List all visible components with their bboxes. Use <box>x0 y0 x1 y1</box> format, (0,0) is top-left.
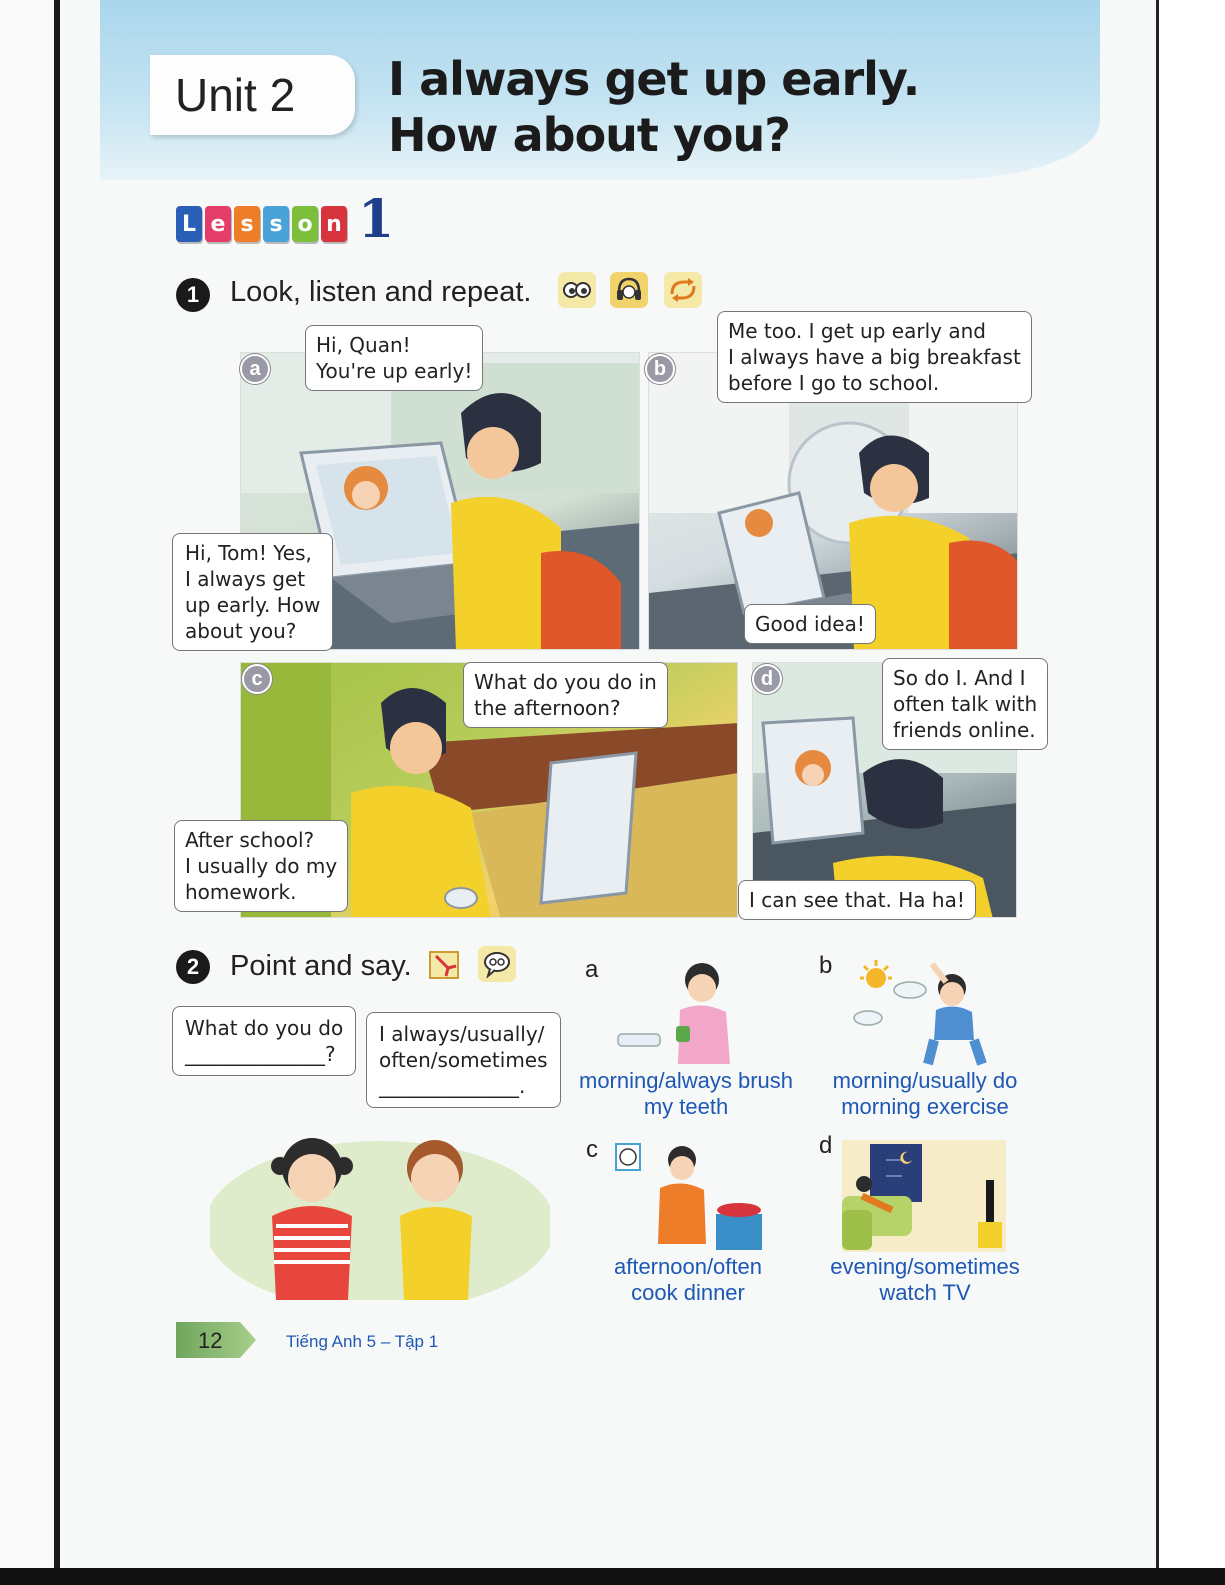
scan-edge-bottom <box>0 1568 1225 1585</box>
lesson-letter-tile: s <box>234 206 260 242</box>
item-letter-c: c <box>586 1136 598 1163</box>
unit-title-line-1: I always get up early. <box>388 52 920 106</box>
caption-item-b <box>820 1068 1030 1120</box>
unit-title-line-2: How about you? <box>388 108 790 162</box>
caption-line: watch TV <box>879 1280 971 1305</box>
speech-bubble-tom-d <box>738 880 976 920</box>
bubble-line: up early. How <box>185 593 321 617</box>
bubble-line: What do you do in <box>474 670 657 694</box>
item-letter-d: d <box>819 1132 833 1159</box>
kids-talking-illustration <box>210 1116 550 1300</box>
bubble-line: Me too. I get up early and <box>728 319 986 343</box>
answer-bubble <box>366 1012 561 1108</box>
brush-teeth-illustration <box>610 960 750 1066</box>
bubble-line: the afternoon? <box>474 696 621 720</box>
caption-line: morning/usually do <box>832 1068 1018 1093</box>
lesson-letter-tile: L <box>176 206 202 242</box>
caption-line: morning/always brush <box>579 1068 793 1093</box>
bubble-line: So do I. And I <box>893 666 1026 690</box>
bubble-blank-line: ______________? <box>185 1042 336 1066</box>
look-icon <box>558 272 596 308</box>
bubble-line: I always get <box>185 567 306 591</box>
lesson-letter-tile: s <box>263 206 289 242</box>
caption-item-c <box>596 1254 780 1306</box>
item-letter-a: a <box>585 956 599 983</box>
scan-margin-left <box>0 0 56 1585</box>
page-number: 12 <box>198 1328 223 1353</box>
morning-exercise-illustration <box>850 958 1000 1066</box>
bubble-line: often talk with <box>893 692 1038 716</box>
speech-bubble-tom-b <box>744 604 876 644</box>
bubble-line: Hi, Tom! Yes, <box>185 541 312 565</box>
bubble-line: I can see that. Ha ha! <box>749 888 965 912</box>
bubble-line: often/sometimes <box>379 1048 548 1072</box>
lesson-letter-tile: e <box>205 206 231 242</box>
bubble-line: Hi, Quan! <box>316 333 411 357</box>
speech-bubble-quan-c <box>174 820 348 912</box>
bubble-line: After school? <box>185 828 315 852</box>
book-title: Tiếng Anh 5 – Tập 1 <box>286 1332 439 1351</box>
bubble-blank-line: ______________. <box>379 1074 526 1098</box>
bubble-line: before I go to school. <box>728 371 940 395</box>
bubble-line: about you? <box>185 619 297 643</box>
panel-letter-d: d <box>752 664 782 694</box>
caption-line: morning exercise <box>841 1094 1009 1119</box>
speech-bubble-quan-a <box>172 533 333 651</box>
item-letter-b: b <box>819 952 833 979</box>
lesson-number: 1 <box>358 189 395 250</box>
scan-edge-right <box>1156 0 1159 1568</box>
speech-bubble-quan-d <box>882 658 1048 750</box>
cook-dinner-illustration <box>614 1140 764 1252</box>
panel-letter-c: c <box>242 664 272 694</box>
caption-line: cook dinner <box>631 1280 745 1305</box>
caption-item-d <box>818 1254 1032 1306</box>
exercise-2-number: 2 <box>176 950 210 984</box>
speech-bubble-quan-b <box>717 311 1032 403</box>
panel-letter-b: b <box>645 354 675 384</box>
say-icon <box>478 946 516 982</box>
bubble-line: homework. <box>185 880 297 904</box>
exercise-1-number: 1 <box>176 278 210 312</box>
bubble-line: Good idea! <box>755 612 865 636</box>
exercise-2-title: Point and say. <box>230 950 412 982</box>
caption-line: afternoon/often <box>613 1254 762 1279</box>
bubble-line: I usually do my <box>185 854 338 878</box>
bubble-line: I always have a big breakfast <box>728 345 1021 369</box>
exercise-1-title: Look, listen and repeat. <box>230 276 532 308</box>
repeat-icon <box>664 272 702 308</box>
caption-item-a <box>568 1068 804 1120</box>
unit-label: Unit 2 <box>175 69 296 121</box>
lesson-letter-tile: n <box>321 206 347 242</box>
caption-line: evening/sometimes <box>830 1254 1020 1279</box>
bubble-line: I always/usually/ <box>379 1022 545 1046</box>
bubble-line: What do you do <box>185 1016 344 1040</box>
caption-line: my teeth <box>643 1094 729 1119</box>
bubble-line: friends online. <box>893 718 1036 742</box>
speech-bubble-tom-c <box>463 662 668 728</box>
lesson-letter-tile: o <box>292 206 318 242</box>
point-icon <box>426 946 464 982</box>
listen-icon <box>610 272 648 308</box>
speech-bubble-tom-a <box>305 325 483 391</box>
question-bubble <box>172 1006 356 1076</box>
lesson-badge <box>176 189 395 250</box>
bubble-line: You're up early! <box>316 359 473 383</box>
watch-tv-illustration <box>842 1140 1006 1252</box>
panel-letter-a: a <box>240 354 270 384</box>
